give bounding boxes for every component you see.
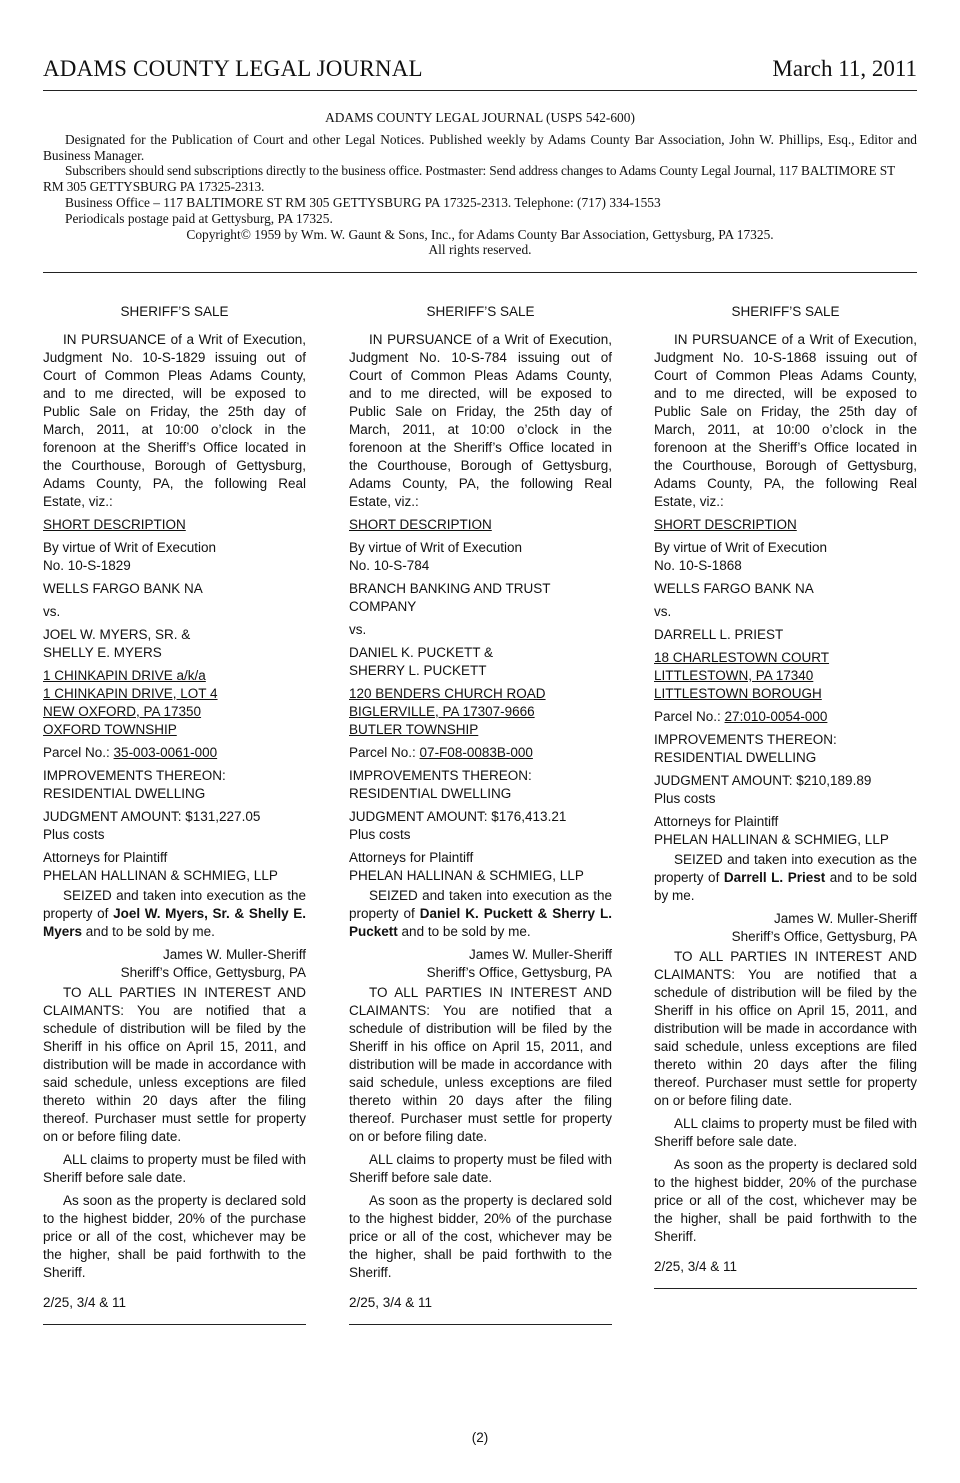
sheriff-sale-notice-3 bbox=[654, 303, 917, 1289]
seized-text-end: and to be sold by me. bbox=[401, 924, 531, 939]
address-line-3: BUTLER TOWNSHIP bbox=[349, 722, 479, 737]
parcel-number: 35-003-0061-000 bbox=[113, 745, 218, 760]
all-claims: ALL claims to property must be filed with Sheriff before sale date. bbox=[349, 1152, 612, 1185]
sheriff-name: James W. Muller-Sheriff bbox=[773, 911, 917, 926]
notice-title: SHERIFF’S SALE bbox=[426, 304, 535, 319]
defendant-line-1: JOEL W. MYERS, SR. & bbox=[43, 627, 191, 642]
masthead-postage: Periodicals postage paid at Gettysburg, PA 17325. bbox=[65, 210, 333, 226]
plaintiff: BRANCH BANKING AND TRUST COMPANY bbox=[349, 581, 551, 614]
seized-text: SEIZED and taken into execution as the property of bbox=[43, 888, 306, 921]
notice-divider bbox=[43, 1324, 306, 1325]
seized-text: SEIZED and taken into execution as the property of bbox=[654, 852, 917, 885]
defendant-line-2: SHERRY L. PUCKETT bbox=[349, 663, 487, 678]
notice-title: SHERIFF’S SALE bbox=[120, 304, 229, 319]
short-description-heading: SHORT DESCRIPTION bbox=[349, 517, 492, 532]
as-soon-as: As soon as the property is declared sold to the highest bidder, 20% of the purchase price or all of the cost, whichever may be the higher, shall be paid forthwith to the Sheriff. bbox=[349, 1193, 612, 1280]
notice-intro: IN PURSUANCE of a Writ of Execution, Judgment No. 10-S-784 issuing out of Court of Common Pleas Adams County, and to me directed, will be exposed to Public Sale on Friday, the 25th day of March, 2011, at 10:00 o’clock in the forenoon at the Sheriff’s Office located in the Courthouse, Borough of Gettysburg, Adams County, PA, the following Real Estate, viz.: bbox=[349, 332, 612, 509]
masthead-rights: All rights reserved. bbox=[428, 242, 532, 258]
page-header bbox=[43, 56, 917, 91]
as-soon-as: As soon as the property is declared sold to the highest bidder, 20% of the purchase price or all of the cost, whichever may be the higher, shall be paid forthwith to the Sheriff. bbox=[43, 1193, 306, 1280]
page-number: (2) bbox=[471, 1430, 489, 1445]
versus: vs. bbox=[654, 604, 672, 619]
address-line-2: LITTLESTOWN, PA 17340 bbox=[654, 668, 814, 683]
plus-costs: Plus costs bbox=[654, 791, 716, 806]
seized-names: Darrell L. Priest bbox=[723, 870, 826, 885]
seized-names: Daniel K. Puckett & Sherry L. Puckett bbox=[349, 906, 612, 939]
address-line-2: BIGLERVILLE, PA 17307-9666 bbox=[349, 704, 535, 719]
attorneys-name: PHELAN HALLINAN & SCHMIEG, LLP bbox=[654, 832, 889, 847]
by-virtue: By virtue of Writ of Execution bbox=[654, 540, 828, 555]
publication-dates: 2/25, 3/4 & 11 bbox=[654, 1259, 738, 1274]
masthead-divider bbox=[43, 272, 917, 273]
address-line-1: 120 BENDERS CHURCH ROAD bbox=[349, 686, 546, 701]
defendant-line-1: DARRELL L. PRIEST bbox=[654, 627, 784, 642]
parcel-number: 27:010-0054-000 bbox=[724, 709, 828, 724]
sheriff-office: Sheriff’s Office, Gettysburg, PA bbox=[426, 965, 612, 980]
to-all-parties: TO ALL PARTIES IN INTEREST AND CLAIMANTS: You are notified that a schedule of distribution will be filed by the Sheriff in his office on April 15, 2011, and distribution will be made in accordance with said schedule, unless exceptions are filed thereto within 20 days after the filing thereof. Purchaser must settle for property on or before filing date. bbox=[654, 949, 917, 1108]
sheriff-sale-notice-2 bbox=[349, 303, 612, 1325]
improvements: IMPROVEMENTS THEREON: RESIDENTIAL DWELLING bbox=[43, 768, 226, 801]
seized-text: SEIZED and taken into execution as the property of bbox=[349, 888, 612, 921]
versus: vs. bbox=[349, 622, 367, 637]
sheriff-sale-notice-1 bbox=[43, 303, 306, 1325]
publication-dates: 2/25, 3/4 & 11 bbox=[43, 1295, 127, 1310]
address-line-2: 1 CHINKAPIN DRIVE, LOT 4 bbox=[43, 686, 218, 701]
masthead-copyright: Copyright© 1959 by Wm. W. Gaunt & Sons, Inc., for Adams County Bar Association, Gettysburg, PA 17325. bbox=[186, 226, 774, 242]
short-description-heading: SHORT DESCRIPTION bbox=[654, 517, 797, 532]
judgment-amount: JUDGMENT AMOUNT: $176,413.21 bbox=[349, 809, 567, 824]
notice-title: SHERIFF’S SALE bbox=[731, 304, 840, 319]
parcel-label: Parcel No.: bbox=[654, 709, 721, 724]
parcel-number: 07-F08-0083B-000 bbox=[419, 745, 533, 760]
plus-costs: Plus costs bbox=[349, 827, 411, 842]
journal-title: ADAMS COUNTY LEGAL JOURNAL bbox=[43, 56, 423, 81]
writ-number: No. 10-S-1868 bbox=[654, 558, 742, 573]
defendant-line-2: SHELLY E. MYERS bbox=[43, 645, 162, 660]
sheriff-name: James W. Muller-Sheriff bbox=[468, 947, 612, 962]
judgment-amount: JUDGMENT AMOUNT: $210,189.89 bbox=[654, 773, 872, 788]
all-claims: ALL claims to property must be filed with Sheriff before sale date. bbox=[654, 1116, 917, 1149]
versus: vs. bbox=[43, 604, 61, 619]
issue-date: March 11, 2011 bbox=[772, 56, 917, 81]
masthead-business-office: Business Office – 117 BALTIMORE ST RM 305 GETTYSBURG PA 17325-2313. Telephone: (717) 334-1553 bbox=[65, 194, 661, 210]
plaintiff: WELLS FARGO BANK NA bbox=[654, 581, 814, 596]
masthead-designation: Designated for the Publication of Court and other Legal Notices. Published weekly by Adams County Bar Association, John W. Phillips, Esq., Editor and Business Manager. bbox=[43, 131, 917, 163]
all-claims: ALL claims to property must be filed with Sheriff before sale date. bbox=[43, 1152, 306, 1185]
masthead-title: ADAMS COUNTY LEGAL JOURNAL (USPS 542-600) bbox=[325, 110, 635, 125]
plaintiff: WELLS FARGO BANK NA bbox=[43, 581, 203, 596]
attorneys-label: Attorneys for Plaintiff bbox=[349, 850, 474, 865]
seized-text-end: and to be sold by me. bbox=[654, 870, 917, 903]
seized-text-end: and to be sold by me. bbox=[85, 924, 215, 939]
address-line-3: LITTLESTOWN BOROUGH bbox=[654, 686, 822, 701]
attorneys-name: PHELAN HALLINAN & SCHMIEG, LLP bbox=[43, 868, 278, 883]
attorneys-label: Attorneys for Plaintiff bbox=[43, 850, 168, 865]
address-line-3: NEW OXFORD, PA 17350 bbox=[43, 704, 202, 719]
sheriff-office: Sheriff’s Office, Gettysburg, PA bbox=[120, 965, 306, 980]
address-line-4: OXFORD TOWNSHIP bbox=[43, 722, 177, 737]
defendant-line-1: DANIEL K. PUCKETT & bbox=[349, 645, 494, 660]
seized-names: Joel W. Myers, Sr. & Shelly E. Myers bbox=[43, 906, 306, 939]
judgment-amount: JUDGMENT AMOUNT: $131,227.05 bbox=[43, 809, 261, 824]
by-virtue: By virtue of Writ of Execution bbox=[43, 540, 217, 555]
writ-number: No. 10-S-1829 bbox=[43, 558, 131, 573]
notice-intro: IN PURSUANCE of a Writ of Execution, Judgment No. 10-S-1829 issuing out of Court of Common Pleas Adams County, and to me directed, will be exposed to Public Sale on Friday, the 25th day of March, 2011, at 10:00 o’clock in the forenoon at the Sheriff’s Office located in the Courthouse, Borough of Gettysburg, Adams County, PA, the following Real Estate, viz.: bbox=[43, 332, 306, 509]
notice-divider bbox=[654, 1288, 917, 1289]
by-virtue: By virtue of Writ of Execution bbox=[349, 540, 523, 555]
plus-costs: Plus costs bbox=[43, 827, 105, 842]
sheriff-office: Sheriff’s Office, Gettysburg, PA bbox=[731, 929, 917, 944]
attorneys-label: Attorneys for Plaintiff bbox=[654, 814, 779, 829]
address-line-1: 1 CHINKAPIN DRIVE a/k/a bbox=[43, 668, 206, 683]
parcel-label: Parcel No.: bbox=[43, 745, 110, 760]
sheriff-name: James W. Muller-Sheriff bbox=[162, 947, 306, 962]
writ-number: No. 10-S-784 bbox=[349, 558, 430, 573]
short-description-heading: SHORT DESCRIPTION bbox=[43, 517, 186, 532]
to-all-parties: TO ALL PARTIES IN INTEREST AND CLAIMANTS: You are notified that a schedule of distribution will be filed by the Sheriff in his office on April 15, 2011, and distribution will be made in accordance with said schedule, unless exceptions are filed thereto within 20 days after the filing thereof. Purchaser must settle for property on or before filing date. bbox=[43, 985, 306, 1144]
masthead-subscriptions: Subscribers should send subscriptions directly to the business office. Postmaster: Send address changes to Adams County Legal Journal, 117 BALTIMORE ST RM 305 GETTYSBURG PA 17325-2313. bbox=[43, 163, 895, 195]
notice-divider bbox=[349, 1324, 612, 1325]
address-line-1: 18 CHARLESTOWN COURT bbox=[654, 650, 830, 665]
to-all-parties: TO ALL PARTIES IN INTEREST AND CLAIMANTS: You are notified that a schedule of distribution will be filed by the Sheriff in his office on April 15, 2011, and distribution will be made in accordance with said schedule, unless exceptions are filed thereto within 20 days after the filing thereof. Purchaser must settle for property on or before filing date. bbox=[349, 985, 612, 1144]
improvements: IMPROVEMENTS THEREON: RESIDENTIAL DWELLING bbox=[654, 732, 837, 765]
as-soon-as: As soon as the property is declared sold to the highest bidder, 20% of the purchase price or all of the cost, whichever may be the higher, shall be paid forthwith to the Sheriff. bbox=[654, 1157, 917, 1244]
attorneys-name: PHELAN HALLINAN & SCHMIEG, LLP bbox=[349, 868, 584, 883]
notice-intro: IN PURSUANCE of a Writ of Execution, Judgment No. 10-S-1868 issuing out of Court of Common Pleas Adams County, and to me directed, will be exposed to Public Sale on Friday, the 25th day of March, 2011, at 10:00 o’clock in the forenoon at the Sheriff’s Office located in the Courthouse, Borough of Gettysburg, Adams County, PA, the following Real Estate, viz.: bbox=[654, 332, 917, 509]
improvements: IMPROVEMENTS THEREON: RESIDENTIAL DWELLING bbox=[349, 768, 532, 801]
parcel-label: Parcel No.: bbox=[349, 745, 416, 760]
publication-dates: 2/25, 3/4 & 11 bbox=[349, 1295, 433, 1310]
masthead bbox=[43, 110, 917, 258]
